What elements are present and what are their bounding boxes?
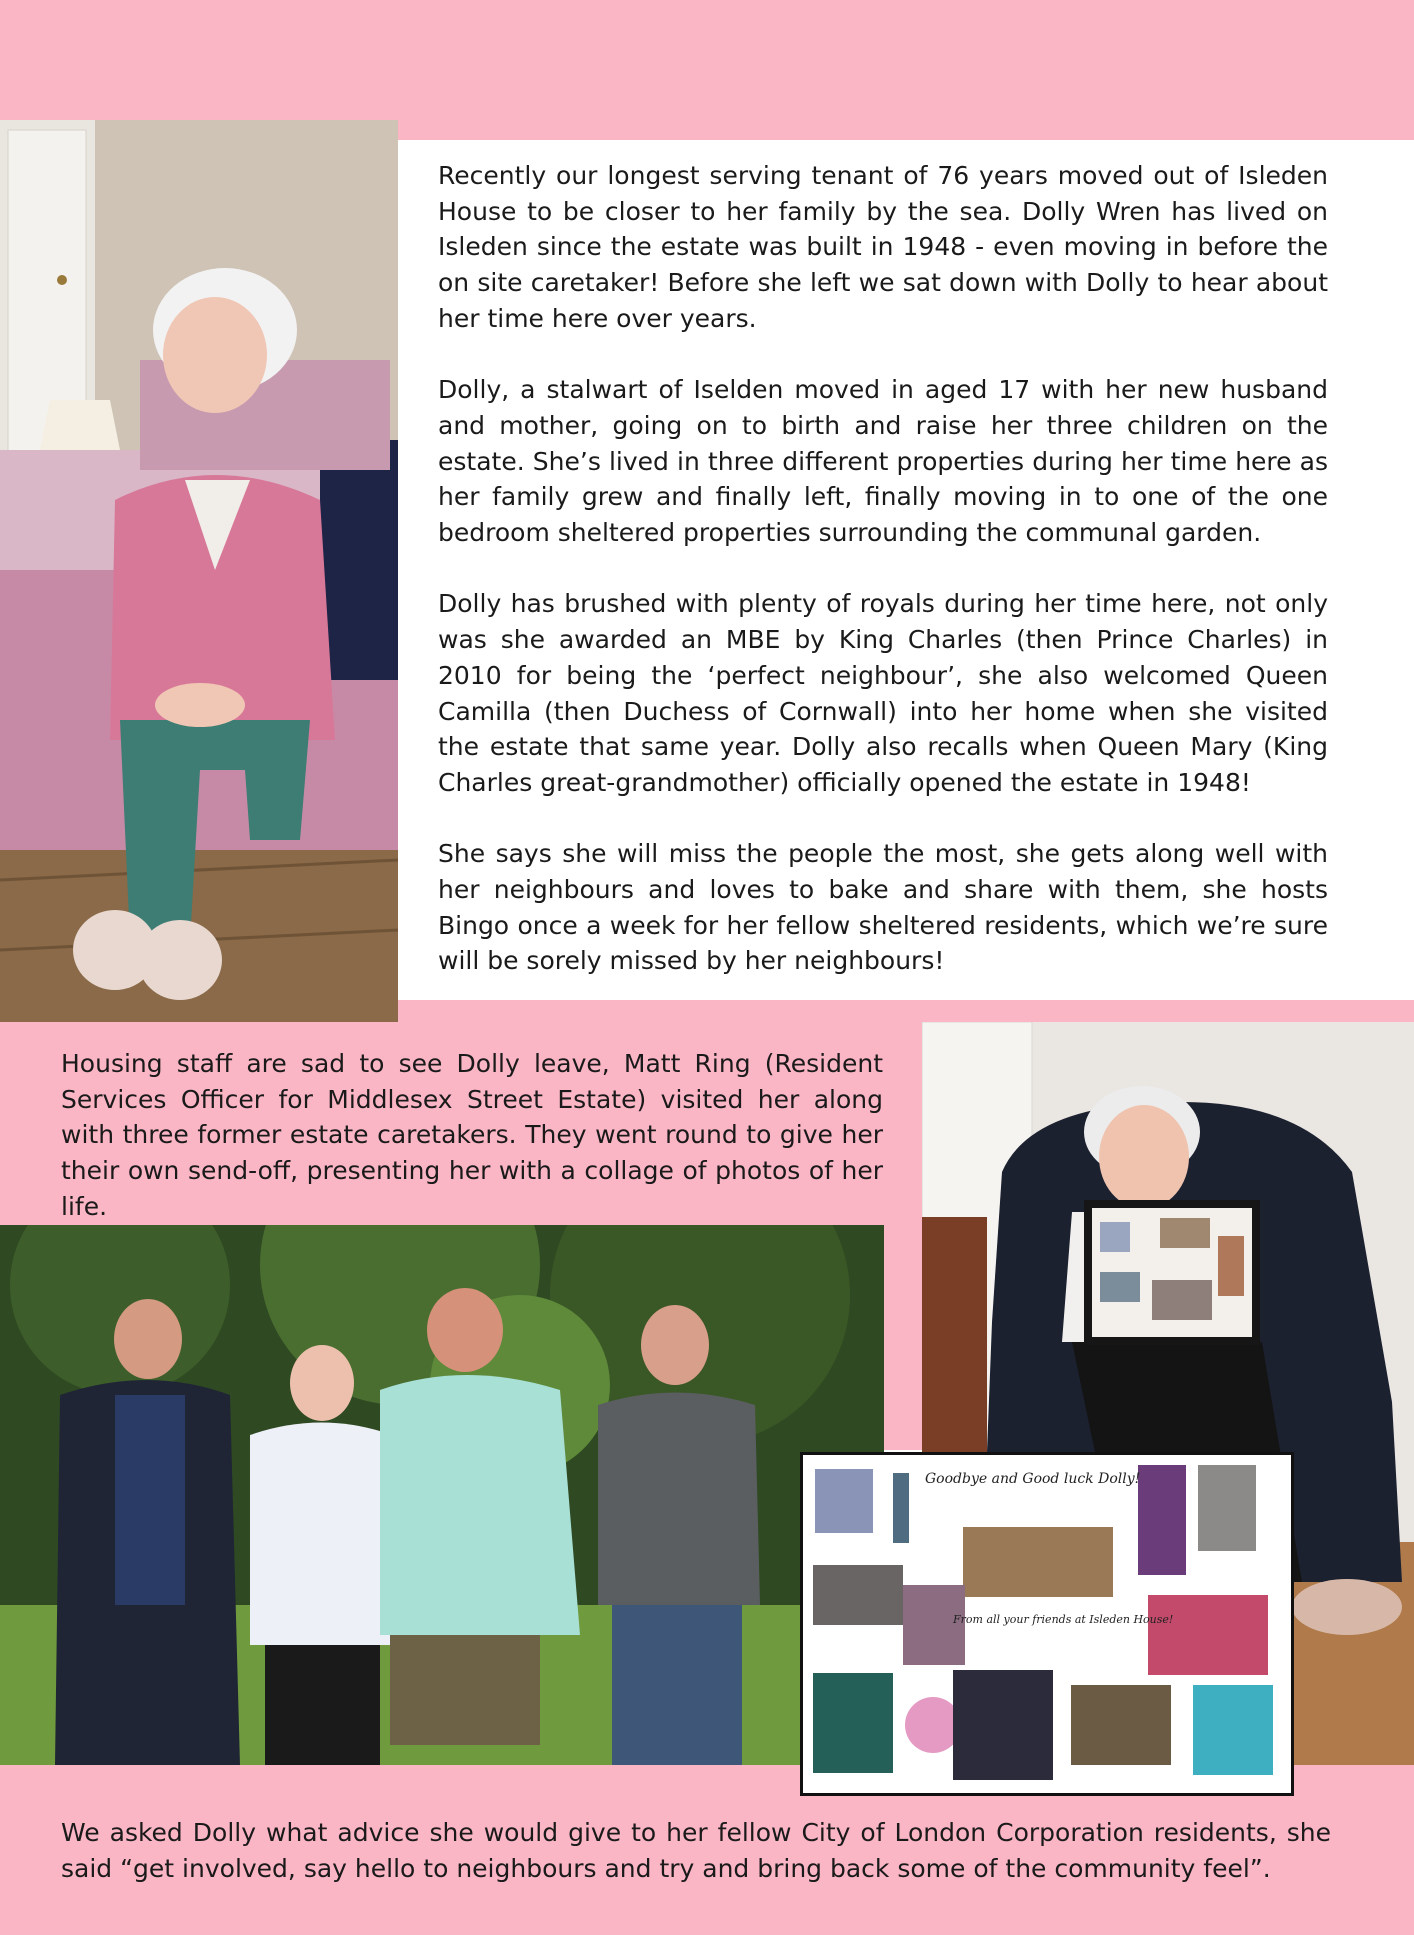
top-banner — [0, 0, 1414, 140]
article-paragraph-4: She says she will miss the people the most, she gets along well with her neighbours and loves to bake and share with them, she hosts Bingo once a week for her fellow sheltered residents, which we’re sure will be sorely missed by her neighbours! — [438, 839, 1328, 976]
collage-frame — [800, 1452, 1294, 1796]
article-body — [438, 158, 1328, 979]
closing-paragraph: We asked Dolly what advice she would give to her fellow City of London Corporation residents, she said “get involved, say hello to neighbours and try and bring back some of the community feel”. — [61, 1818, 1331, 1883]
group-garden-photo — [0, 1225, 884, 1765]
article-paragraph-3: Dolly has brushed with plenty of royals during her time here, not only was she awarded an MBE by King Charles (then Prince Charles) in 2010 for being the ‘perfect neighbour’, she also welcomed Queen Camilla (then Duchess of Cornwall) into her home when she visited the estate that same year. Dolly also recalls when Queen Mary (King Charles great-grandmother) officially opened the estate in 1948! — [438, 589, 1328, 797]
dolly-sofa-photo — [0, 120, 398, 1022]
article-paragraph-2: Dolly, a stalwart of Iselden moved in aged 17 with her new husband and mother, going on to birth and raise her three children on the estate. She’s lived in three different properties during her time here as her family grew and finally left, finally moving in to one of the one bedroom sheltered properties surrounding the communal garden. — [438, 375, 1328, 548]
collage-title: Goodbye and Good luck Dolly! — [925, 1471, 1141, 1487]
right-gutter — [884, 1000, 922, 1450]
collage-subtitle: From all your friends at Isleden House! — [953, 1613, 1174, 1626]
article-paragraph-1: Recently our longest serving tenant of 76 years moved out of Isleden House to be closer to her family by the sea. Dolly Wren has lived on Isleden since the estate was built in 1948 - even moving in before the on site caretaker! Before she left we sat down with Dolly to hear about her time here over years. — [438, 161, 1328, 333]
staff-paragraph: Housing staff are sad to see Dolly leave, Matt Ring (Resident Services Officer for Middlesex Street Estate) visited her along with three former estate caretakers. They went round to give her their own send-off, presenting her with a collage of photos of her life. — [61, 1049, 883, 1221]
